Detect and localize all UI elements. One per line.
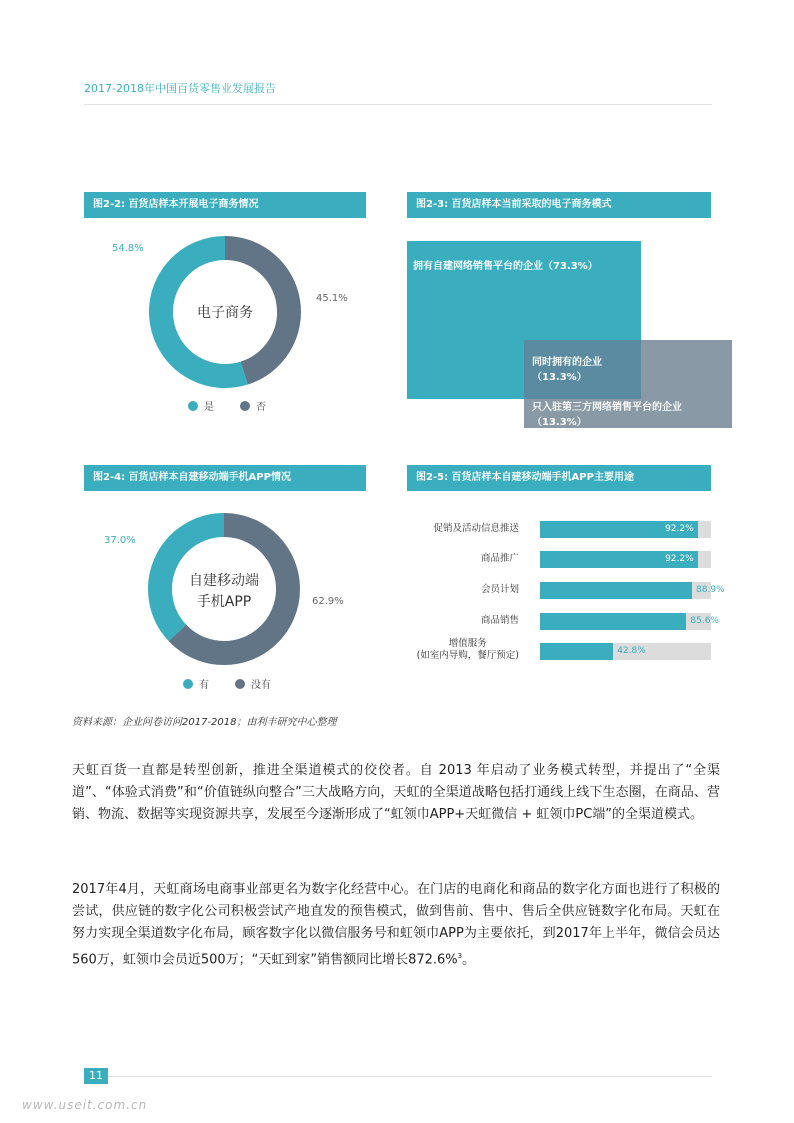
chart-2-3-label-both <box>532 355 602 385</box>
chart-2-5-bar-track <box>540 613 719 630</box>
chart-2-4-donut <box>144 509 304 669</box>
chart-2-2-donut <box>145 232 305 392</box>
chart-2-5-category-label: 促销及活动信息推送 <box>433 523 519 534</box>
legend-label-yes: 是 <box>204 402 214 413</box>
legend-label-have: 有 <box>199 680 209 691</box>
chart-2-3-label-both-line1: 同时拥有的企业 <box>532 357 602 368</box>
chart-2-3-label-third-party-line1: 只入驻第三方网络销售平台的企业 <box>532 402 682 413</box>
legend-label-none: 没有 <box>251 680 271 691</box>
chart-2-5-value-label: 42.8% <box>617 646 646 656</box>
chart-2-5-bar-track <box>540 521 711 538</box>
chart-2-5-bar-track <box>540 643 711 660</box>
chart-2-2-value-no: 45.1% <box>316 293 348 304</box>
report-header-title: 2017-2018年中国百货零售业发展报告 <box>84 82 276 95</box>
chart-2-5-category-label: 商品销售 <box>480 615 519 626</box>
chart-2-5-value-label: 92.2% <box>665 554 694 564</box>
chart-2-5-value-label: 85.6% <box>690 616 719 626</box>
site-watermark: www.useit.com.cn <box>22 1098 148 1112</box>
chart-2-4-legend <box>183 676 271 691</box>
chart-2-4-value-no: 62.9% <box>312 596 344 607</box>
chart-2-4-title-bar: 图2-4: 百货店样本自建移动端手机APP情况 <box>84 465 366 491</box>
chart-2-2-value-yes: 54.8% <box>112 243 144 254</box>
legend-marker-have <box>183 679 193 689</box>
chart-2-5-bar <box>540 582 692 599</box>
chart-2-5-bar-track <box>540 551 711 568</box>
chart-2-2-center-label: 电子商务 <box>197 305 253 321</box>
footnote-marker: 3 <box>457 952 463 960</box>
page-number: 11 <box>84 1068 108 1084</box>
header-divider <box>84 104 712 105</box>
body-paragraph-1: 天虹百货一直都是转型创新，推进全渠道模式的佼佼者。自 2013 年启动了业务模式转型，并提出了“全渠道”、“体验式消费”和“价值链纵向整合”三大战略方向，天虹的全渠道战略包括打通线上线下生态圈，在商品、营销、物流、数据等实现资源共享，发展至今逐渐形成了“虹领巾APP+天虹微信 + 虹领巾PC端”的全渠道模式。 <box>72 763 720 822</box>
chart-2-3-label-third-party <box>532 400 682 430</box>
footer-divider <box>84 1076 712 1077</box>
chart-2-5-category-label: 增值服务 (如室内导购，餐厅预定) <box>416 638 519 661</box>
legend-marker-none <box>235 679 245 689</box>
chart-2-5-value-label: 88.9% <box>696 585 725 595</box>
chart-2-4-center-label-line1: 自建移动端 <box>189 573 259 589</box>
body-paragraph-2-text: 2017年4月，天虹商场电商事业部更名为数字化经营中心。在门店的电商化和商品的数字化方面也进行了积极的尝试，供应链的数字化公司积极尝试产地直发的预售模式，做到售前、售中、售后全供应链数字化布局。天虹在努力实现全渠道数字化布局，顾客数字化以微信服务号和虹领巾APP为主要依托，到2017年上半年，微信会员达560万，虹领巾会员近500万；“天虹到家”销售额同比增长872.6% <box>72 882 720 968</box>
chart-2-5-value-label: 92.2% <box>665 524 694 534</box>
chart-2-3-title-bar: 图2-3: 百货店样本当前采取的电子商务模式 <box>407 192 711 218</box>
chart-2-2-legend <box>188 398 266 413</box>
chart-2-5-bar-track <box>540 582 725 599</box>
legend-marker-no <box>240 401 250 411</box>
chart-2-3-label-third-party-line2: （13.3%） <box>532 417 587 428</box>
body-paragraph-2-end: 。 <box>462 952 476 968</box>
chart-2-5-title-bar: 图2-5: 百货店样本自建移动端手机APP主要用途 <box>407 465 711 491</box>
chart-2-2-title-bar: 图2-2: 百货店样本开展电子商务情况 <box>84 192 366 218</box>
chart-2-5-category-label: 商品推广 <box>480 553 519 564</box>
chart-2-5-category-label: 会员计划 <box>480 584 519 595</box>
chart-2-5-bar <box>540 643 613 660</box>
chart-2-3-label-both-line2: （13.3%） <box>532 372 587 383</box>
chart-2-5-bar <box>540 613 686 630</box>
chart-2-4-center-label-line2: 手机APP <box>196 594 252 610</box>
body-paragraph-2 <box>72 879 720 971</box>
chart-2-3-label-self-built: 拥有自建网络销售平台的企业（73.3%） <box>413 261 598 272</box>
chart-2-4-value-yes: 37.0% <box>104 535 136 546</box>
legend-label-no: 否 <box>256 402 266 413</box>
legend-marker-yes <box>188 401 198 411</box>
data-source-note: 资料来源：企业问卷访问2017-2018；由利丰研究中心整理 <box>72 717 337 728</box>
